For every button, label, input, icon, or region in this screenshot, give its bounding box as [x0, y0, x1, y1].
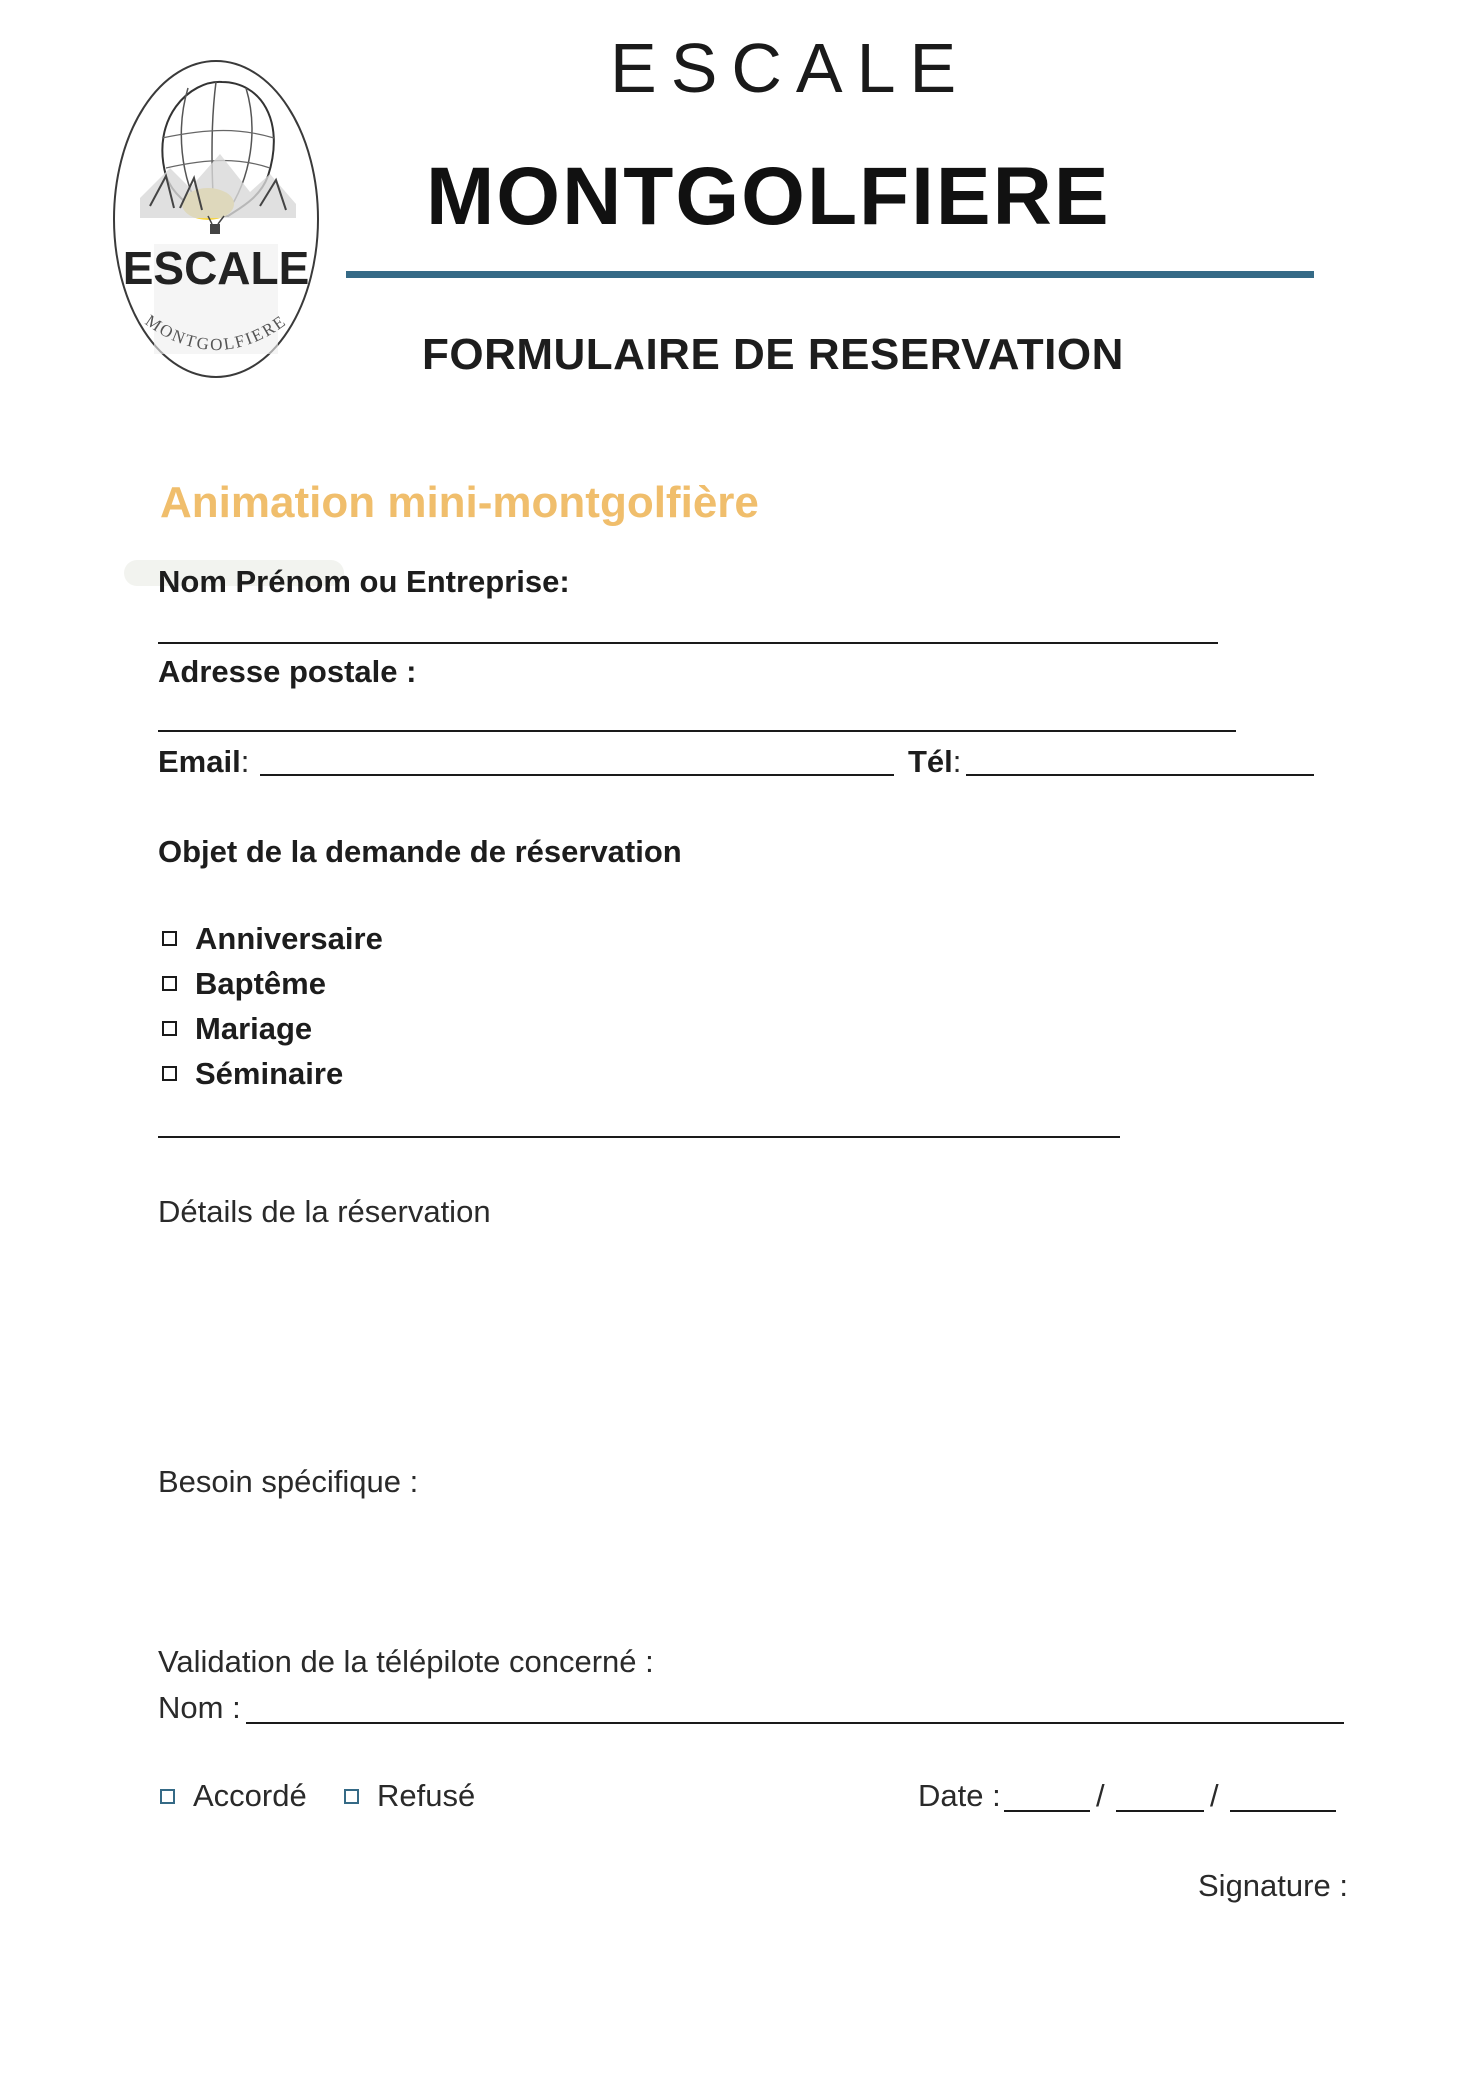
refused-label: Refusé	[377, 1778, 476, 1813]
phone-separator: :	[952, 744, 962, 779]
option-label: Baptême	[195, 965, 326, 1001]
option-label: Anniversaire	[195, 920, 383, 956]
email-input-line[interactable]	[260, 774, 894, 776]
date-label: Date :	[918, 1778, 1001, 1813]
phone-input-line[interactable]	[966, 774, 1314, 776]
option-label: Séminaire	[195, 1055, 344, 1091]
name-input-line[interactable]	[158, 642, 1218, 644]
date-separator-2: /	[1210, 1778, 1219, 1813]
granted-option[interactable]	[160, 1778, 307, 1814]
request-options	[160, 916, 383, 1096]
date-month-line[interactable]	[1116, 1810, 1204, 1812]
details-label: Détails de la réservation	[158, 1194, 491, 1229]
granted-label: Accordé	[193, 1778, 307, 1813]
date-year-line[interactable]	[1230, 1810, 1336, 1812]
name-label: Nom Prénom ou Entreprise:	[158, 564, 570, 599]
option-bapteme[interactable]	[160, 961, 383, 1006]
email-separator: :	[240, 744, 250, 779]
phone-row	[908, 744, 961, 780]
validation-name-label: Nom :	[158, 1690, 241, 1725]
checkbox-icon[interactable]	[162, 976, 177, 991]
specific-need-label: Besoin spécifique :	[158, 1464, 419, 1499]
signature-label: Signature :	[1198, 1868, 1348, 1903]
form-title: FORMULAIRE DE RESERVATION	[422, 330, 1124, 379]
address-label: Adresse postale :	[158, 654, 417, 689]
option-seminaire[interactable]	[160, 1051, 383, 1096]
phone-label: Tél	[908, 744, 953, 779]
checkbox-icon[interactable]	[162, 1066, 177, 1081]
options-divider	[158, 1136, 1120, 1138]
form-subtitle: Animation mini-montgolfière	[160, 478, 759, 527]
brand-main: MONTGOLFIERE	[426, 151, 1111, 242]
checkbox-icon[interactable]	[162, 1021, 177, 1036]
checkbox-icon[interactable]	[162, 931, 177, 946]
email-label: Email	[158, 744, 241, 779]
validation-label: Validation de la télépilote concerné :	[158, 1644, 654, 1679]
request-label: Objet de la demande de réservation	[158, 834, 682, 869]
date-day-line[interactable]	[1004, 1810, 1090, 1812]
checkbox-icon[interactable]	[160, 1789, 175, 1804]
email-row	[158, 744, 249, 780]
escale-logo	[110, 58, 322, 380]
header-rule	[346, 271, 1314, 278]
address-input-line[interactable]	[158, 730, 1236, 732]
logo-text-arc: MONTGOLFIERE	[141, 310, 291, 355]
option-mariage[interactable]	[160, 1006, 383, 1051]
option-label: Mariage	[195, 1010, 313, 1046]
option-anniversaire[interactable]	[160, 916, 383, 961]
logo-text-escale: ESCALE	[122, 242, 310, 294]
brand-top: ESCALE	[610, 29, 971, 107]
validation-name-line[interactable]	[246, 1722, 1344, 1724]
checkbox-icon[interactable]	[344, 1789, 359, 1804]
refused-option[interactable]	[344, 1778, 475, 1814]
date-separator-1: /	[1096, 1778, 1105, 1813]
